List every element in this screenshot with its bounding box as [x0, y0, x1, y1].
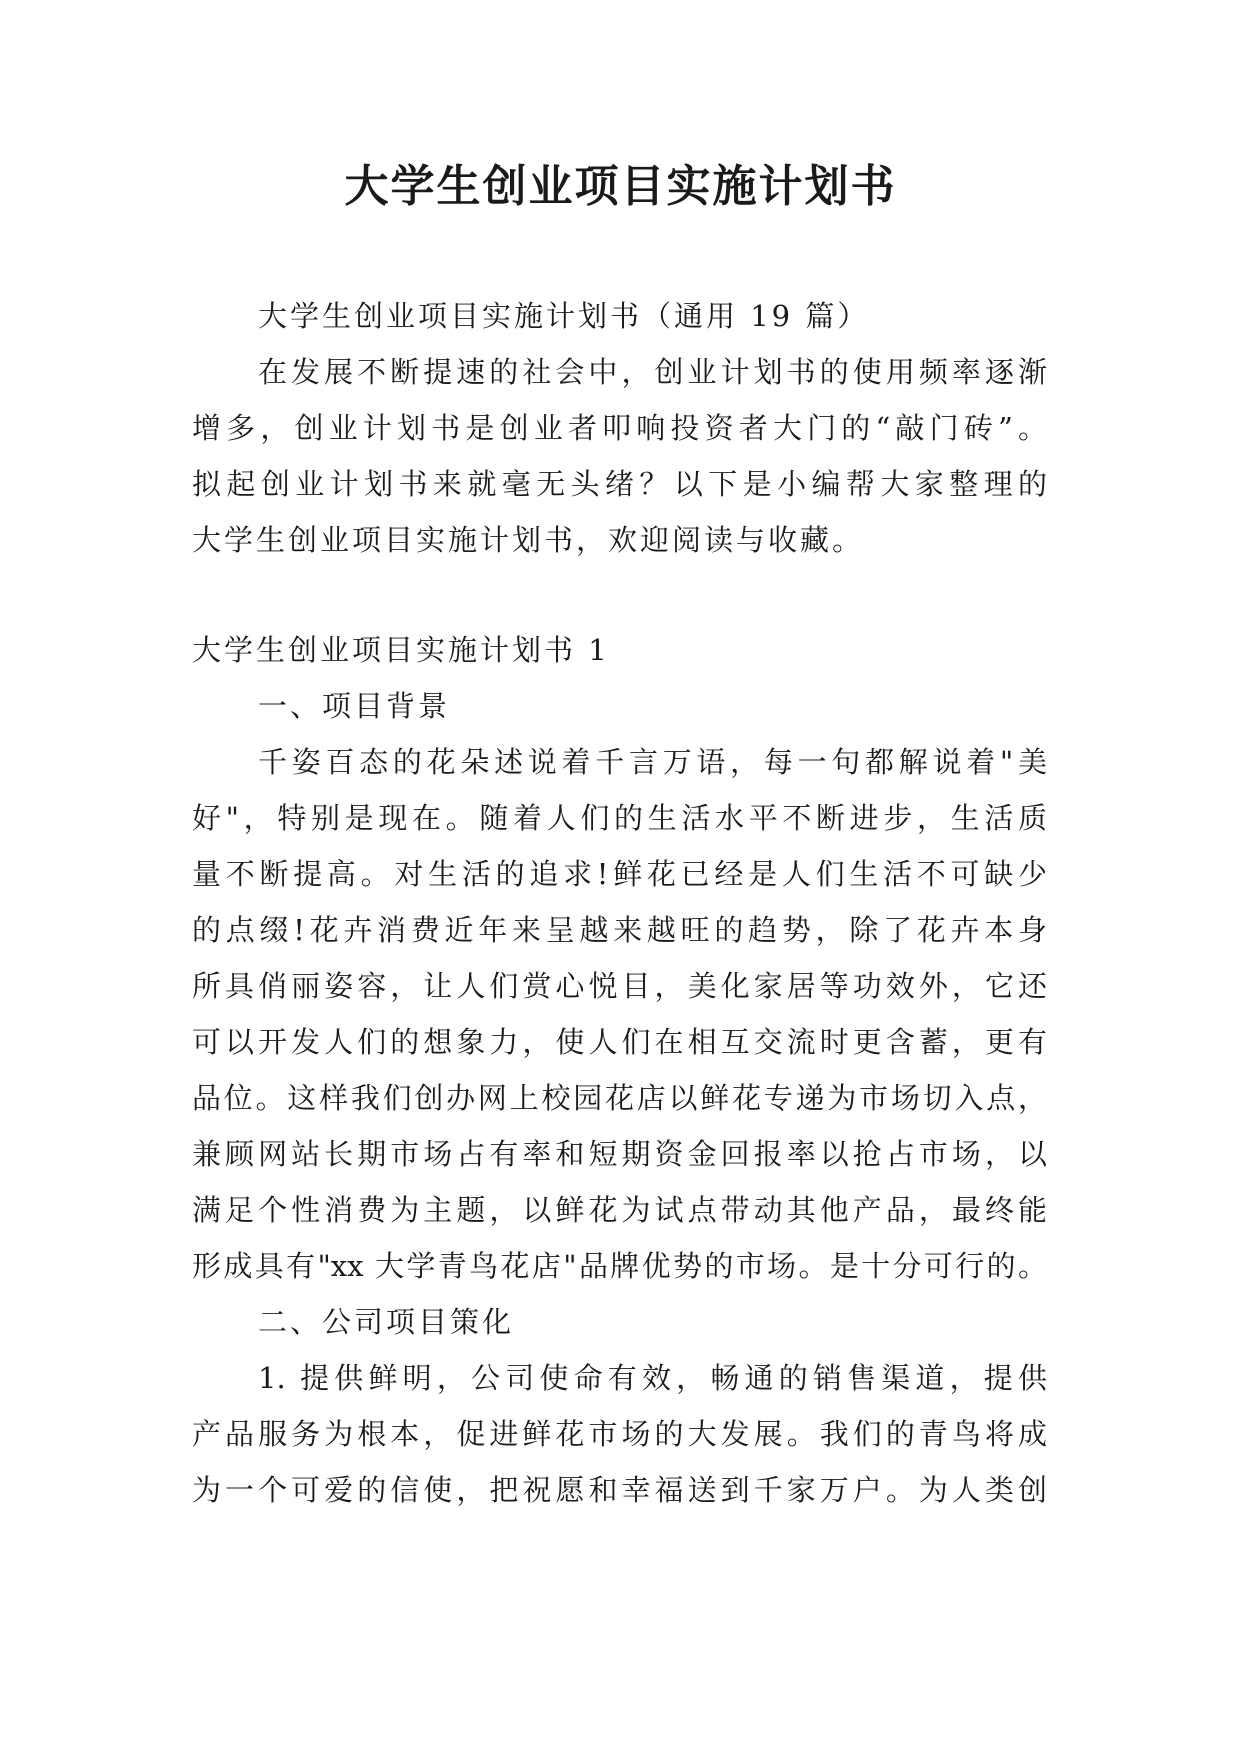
paragraph-line: 千姿百态的花朵述说着千言万语，每一句都解说着"美: [258, 745, 1047, 779]
intro-paragraph-line: 增多，创业计划书是创业者叩响投资者大门的“敲门砖”。: [192, 411, 1047, 445]
paragraph-line: 满足个性消费为主题，以鲜花为试点带动其他产品，最终能: [192, 1193, 1047, 1227]
paragraph-line: 为一个可爱的信使，把祝愿和幸福送到千家万户。为人类创: [192, 1473, 1047, 1507]
subsection-heading: 一、项目背景: [258, 689, 451, 723]
paragraph-line: 品位。这样我们创办网上校园花店以鲜花专递为市场切入点，: [192, 1081, 1047, 1115]
paragraph-line: 兼顾网站长期市场占有率和短期资金回报率以抢占市场，以: [192, 1137, 1047, 1171]
paragraph-line: 形成具有"xx 大学青鸟花店"品牌优势的市场。是十分可行的。: [192, 1249, 1047, 1283]
paragraph-line: 好"，特别是现在。随着人们的生活水平不断进步，生活质: [192, 801, 1047, 835]
document-body: [192, 288, 1047, 1518]
intro-paragraph-line: 在发展不断提速的社会中，创业计划书的使用频率逐渐: [258, 355, 1047, 389]
section-gap: [192, 568, 1047, 622]
subsection-heading: 二、公司项目策化: [258, 1305, 515, 1339]
paragraph-line: 量不断提高。对生活的追求!鲜花已经是人们生活不可缺少: [192, 857, 1047, 891]
paragraph-line: 的点缀!花卉消费近年来呈越来越旺的趋势，除了花卉本身: [192, 913, 1047, 947]
subtitle-line: 大学生创业项目实施计划书（通用 19 篇）: [258, 299, 870, 333]
document-title: 大学生创业项目实施计划书: [344, 161, 897, 212]
section-heading: 大学生创业项目实施计划书 1: [192, 633, 610, 667]
paragraph-line: 可以开发人们的想象力，使人们在相互交流时更含蓄，更有: [192, 1025, 1047, 1059]
intro-paragraph-line: 拟起创业计划书来就毫无头绪？以下是小编帮大家整理的: [192, 467, 1047, 501]
intro-paragraph-line: 大学生创业项目实施计划书，欢迎阅读与收藏。: [192, 523, 865, 557]
paragraph-line: 所具俏丽姿容，让人们赏心悦目，美化家居等功效外，它还: [192, 969, 1047, 1003]
paragraph-line: 产品服务为根本，促进鲜花市场的大发展。我们的青鸟将成: [192, 1417, 1047, 1451]
paragraph-line: 1. 提供鲜明，公司使命有效，畅通的销售渠道，提供: [258, 1361, 1047, 1395]
